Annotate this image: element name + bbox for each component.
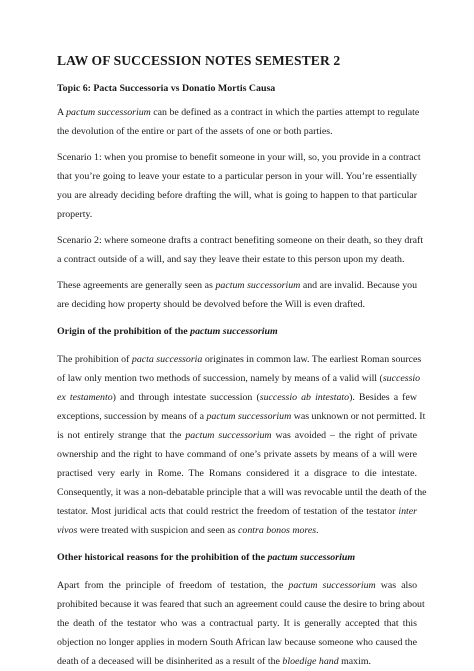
text-line: of law only mention two methods of succession, namely by means of a valid will (successio	[57, 373, 421, 384]
text-line: that you’re going to leave your estate to a particular person in your will. You’re essentially	[57, 171, 417, 182]
document-title: LAW OF SUCCESSION NOTES SEMESTER 2	[57, 53, 341, 68]
text-line: testator. Most juridical acts that could restrict the freedom of testation of the testator inter	[57, 506, 417, 517]
text-line: practised very early in Rome. The Romans considered it a disgrace to die intestate.	[57, 468, 417, 479]
text-line: prohibited because it was feared that such an agreement could cause the desire to bring about	[57, 599, 425, 610]
text-line: The prohibition of pacta successoria originates in common law. The earliest Roman sources	[57, 354, 422, 365]
text-line: A pactum successorium can be defined as a contract in which the parties attempt to regulate	[57, 107, 420, 118]
section-heading-other-reasons: Other historical reasons for the prohibition of the pactum successorium	[57, 552, 355, 563]
text-line: a contract outside of a will, and say they leave their estate to this person upon my death.	[57, 254, 405, 265]
paragraph-scenario-2	[57, 231, 424, 269]
text-line: Apart from the principle of freedom of testation, the pactum successorium was also	[57, 580, 418, 591]
text-line: vivos were treated with suspicion and seen as contra bonos mores.	[57, 525, 319, 536]
text-line: These agreements are generally seen as pactum successorium and are invalid. Because you	[57, 280, 418, 291]
text-line: ownership and the right to have command of one’s private assets by means of a will were	[57, 449, 417, 460]
text-line: the death of the testator who was a contractual party. It is generally accepted that this	[57, 618, 417, 629]
text-line: Scenario 2: where someone drafts a contract benefiting someone on their death, so they draft	[57, 235, 424, 246]
text-line: you are already deciding before drafting the will, what is going to happen to that particular	[57, 190, 417, 201]
paragraph-scenario-1	[57, 148, 421, 224]
paragraph-invalid	[57, 276, 417, 314]
text-line: ex testamento) and through intestate succession (successio ab intestato). Besides a few	[57, 392, 417, 403]
paragraph-definition	[57, 103, 420, 141]
text-line: Consequently, it was a non-debatable principle that a will was revocable until the death of the	[57, 487, 427, 498]
text-line: death of a deceased will be disinherited as a result of the bloedige hand maxim.	[57, 656, 372, 667]
text-line: exceptions, succession by means of a pactum successorium was unknown or not permitted. It	[57, 411, 426, 422]
intro-paragraphs	[57, 103, 424, 314]
text-line: Scenario 1: when you promise to benefit someone in your will, so, you provide in a contract	[57, 152, 421, 163]
topic-heading: Topic 6: Pacta Successoria vs Donatio Mortis Causa	[57, 83, 276, 94]
text-line: are deciding how property should be devolved before the Will is even drafted.	[57, 299, 365, 310]
text-line: property.	[57, 209, 93, 220]
text-line: objection no longer applies in modern South African law because someone who caused the	[57, 637, 417, 648]
text-line: is not entirely strange that the pactum successorium was avoided – the right of private	[57, 430, 417, 441]
paragraph-other-reasons	[57, 576, 425, 671]
section-heading-origin: Origin of the prohibition of the pactum successorium	[57, 326, 278, 337]
paragraph-origin	[57, 350, 427, 540]
text-line: the devolution of the entire or part of the assets of one or both parties.	[57, 126, 333, 137]
